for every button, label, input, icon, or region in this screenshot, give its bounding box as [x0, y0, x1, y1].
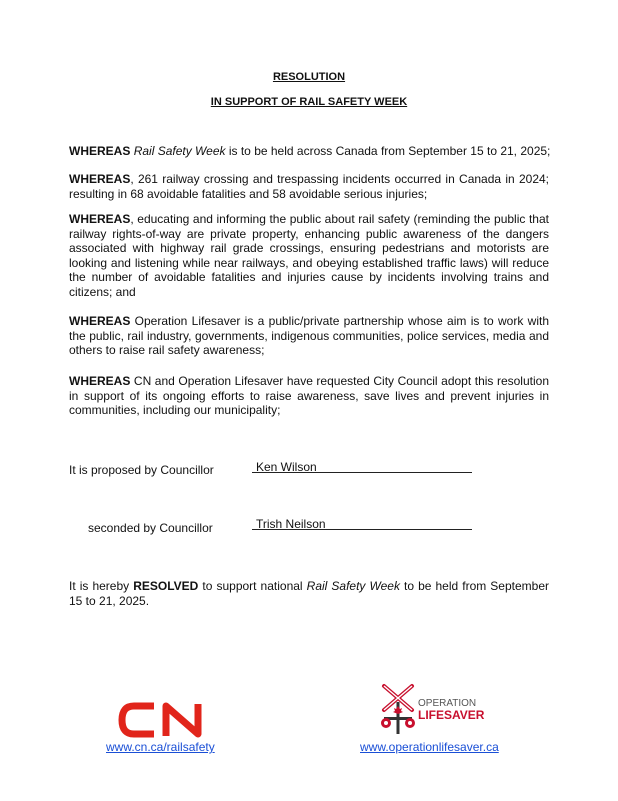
cn-railsafety-link[interactable]: www.cn.ca/railsafety — [106, 740, 215, 754]
operation-lifesaver-link[interactable]: www.operationlifesaver.ca — [360, 740, 499, 754]
resolution-title: RESOLUTION — [272, 71, 346, 83]
cn-logo — [114, 700, 214, 740]
svg-text:CN: CN — [114, 700, 116, 701]
proposed-by-name: Ken Wilson — [252, 460, 472, 473]
operation-lifesaver-logo — [378, 680, 488, 736]
svg-text:LIFESAVER: LIFESAVER — [418, 708, 485, 722]
whereas-clause-5: WHEREAS CN and Operation Lifesaver have requested City Council adopt this resolution in support of its ongoing efforts to raise awareness, save lives and prevent injuries in communities, including our municipality; — [69, 374, 549, 418]
resolved-clause: It is hereby RESOLVED to support national Rail Safety Week to be held from September 15 to 21, 2025. — [69, 579, 550, 608]
resolution-subtitle: IN SUPPORT OF RAIL SAFETY WEEK — [210, 96, 408, 108]
whereas-clause-1: WHEREAS Rail Safety Week is to be held across Canada from September 15 to 21, 2025; — [69, 144, 551, 158]
whereas-clause-3: WHEREAS, educating and informing the public about rail safety (reminding the public that railway rights-of-way are private property, enhancing public awareness of the dangers associated with highway rail grade crossings, ensuring pedestrians and motorists are looking and listening while near railways, and obeying established traffic laws) will reduce the number of avoidable fatalities and injuries cause by incidents involving trains and citizens; and — [69, 212, 549, 299]
whereas-clause-4: WHEREAS Operation Lifesaver is a public/private partnership whose aim is to work with the public, rail industry, governments, indigenous communities, police services, media and others to raise rail safety awareness; — [69, 314, 549, 358]
proposed-by-label: It is proposed by Councillor — [69, 463, 214, 477]
svg-text:OPERATION: OPERATION — [418, 698, 477, 709]
whereas-clause-2: WHEREAS, 261 railway crossing and trespassing incidents occurred in Canada in 2024; resulting in 68 avoidable fatalities and 58 avoidable serious injuries; — [69, 172, 549, 201]
seconded-by-name: Trish Neilson — [252, 517, 472, 530]
seconded-by-label: seconded by Councillor — [88, 521, 213, 535]
